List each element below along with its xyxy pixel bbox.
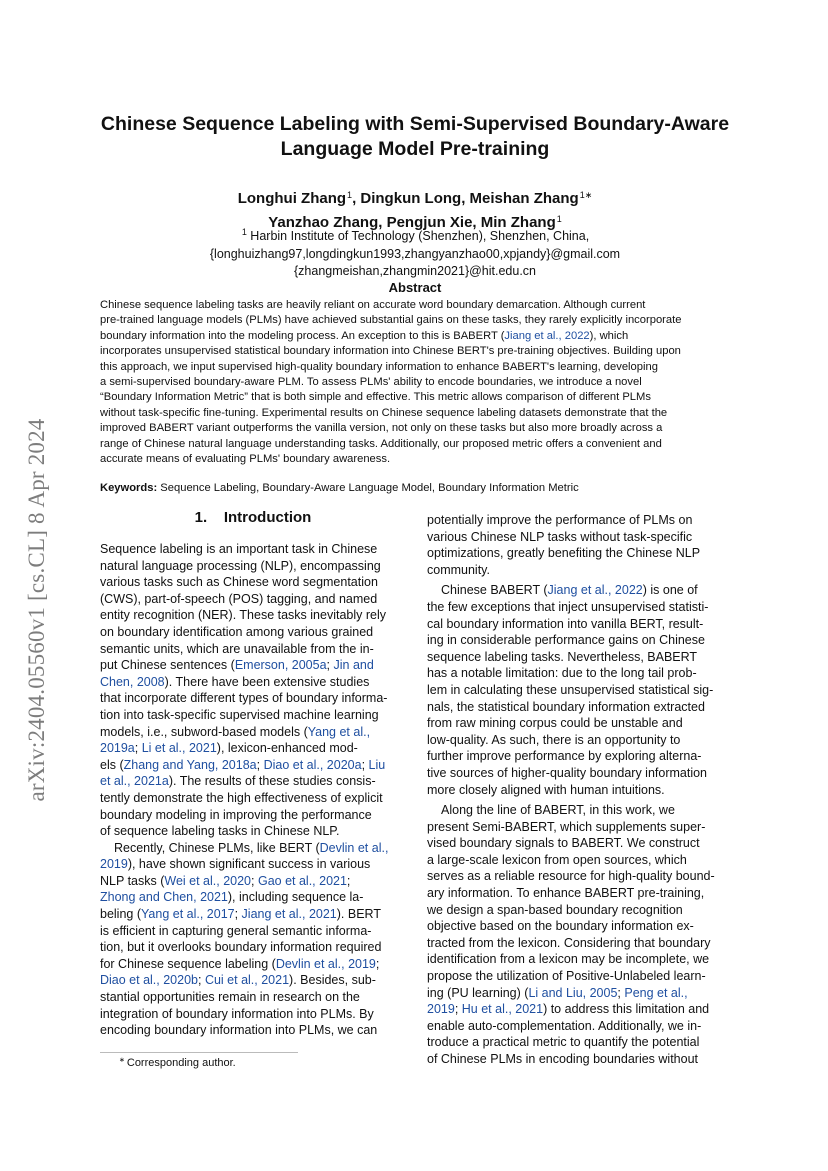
citation-link[interactable]: 2019 [100, 857, 128, 872]
text-span: beling ( [100, 907, 141, 922]
text-line [100, 724, 406, 741]
paper-title [80, 112, 750, 162]
abstract-line: “Boundary Information Metric” that is both simple and effective. This metric allows comparison of different PLMs [100, 391, 651, 404]
abstract-line: Chinese sequence labeling tasks are heavily reliant on accurate word boundary demarcation. Although current [100, 299, 646, 311]
text-line [100, 740, 406, 757]
text-line: is efficient in capturing general semantic informa- [100, 923, 372, 938]
text-span: ), have shown significant success in various [127, 857, 371, 872]
text-line: on boundary identification among various grained [100, 624, 374, 639]
text-line [427, 582, 733, 599]
text-line: various Chinese NLP tasks without task-specific [427, 529, 693, 544]
text-span: ; [134, 741, 142, 756]
text-line [100, 757, 406, 774]
text-line: serves as a reliable resource for high-quality bound- [427, 869, 715, 884]
text-span: ; [346, 873, 351, 888]
affiliation-mark: 1 [347, 190, 353, 200]
text-line: entity recognition (NER). These tasks inevitably rely [100, 608, 386, 623]
citation-link[interactable]: Jiang et al., 2021 [241, 907, 337, 922]
abstract-line: this approach, we input supervised high-quality boundary information to enhance BABERT's learning, developing [100, 360, 658, 373]
text-line [100, 889, 406, 906]
text-span: models, i.e., subword-based models ( [100, 724, 308, 739]
title-line: Language Model Pre-training [280, 138, 550, 160]
citation-link[interactable]: Zhang and Yang, 2018a [123, 757, 257, 772]
text-span: ; [454, 1002, 462, 1017]
text-line: tion into task-specific supervised machine learning [100, 707, 379, 722]
section-heading [100, 509, 406, 526]
text-line: (CWS), part-of-speech (POS) tagging, and named [100, 591, 378, 606]
footnote-text: Corresponding author. [126, 1057, 236, 1069]
text-span: ing (PU learning) ( [427, 985, 529, 1000]
text-line: potentially improve the performance of PLMs on [427, 513, 693, 527]
text-span: ). The results of these studies consis- [168, 774, 376, 789]
abstract-line: a semi-supervised boundary-aware PLM. To assess PLMs' ability to encode boundaries, we introduce a novel [100, 376, 642, 389]
abstract-heading: Abstract [388, 280, 442, 295]
text-line: has a notable limitation: due to the long tail prob- [427, 666, 697, 681]
text-span: ; [256, 757, 264, 772]
text-span: Chinese BABERT ( [441, 583, 548, 598]
text-line [100, 674, 406, 691]
text-line: vised boundary signals to BABERT. We construct [427, 836, 700, 851]
affiliation-email: {zhangmeishan,zhangmin2021}@hit.edu.cn [293, 264, 537, 278]
text-line: Sequence labeling is an important task in Chinese [100, 542, 378, 556]
text-span: els ( [100, 757, 124, 772]
citation-link[interactable]: Gao et al., 2021 [257, 873, 347, 888]
text-span: ), including sequence la- [227, 890, 364, 905]
section-title: Introduction [223, 509, 312, 526]
citation-link[interactable]: Yang et al., [307, 724, 371, 739]
citation-link[interactable]: Chen, 2008 [100, 674, 165, 689]
citation-link[interactable]: Emerson, 2005a [234, 658, 327, 673]
text-line: stantial opportunities remain in research on the [100, 990, 360, 1005]
abstract-body [100, 298, 731, 467]
author-name: Yanzhao Zhang, Pengjun Xie, Min Zhang [268, 214, 556, 231]
text-line [100, 840, 406, 857]
arxiv-side-stamp [22, 375, 52, 845]
text-line [427, 985, 733, 1002]
text-line: optimizations, greatly benefiting the Chinese NLP [427, 546, 701, 561]
text-line: sequence labeling tasks. Nevertheless, BABERT [427, 649, 698, 664]
author-line [80, 185, 750, 209]
abstract-line: without task-specific fine-tuning. Experimental results on Chinese sequence labeling datasets demonstrate that the [100, 406, 668, 419]
citation-link[interactable]: Cui et al., 2021 [204, 973, 290, 988]
right-column [427, 512, 733, 1068]
affiliation-mark: 1 [556, 214, 562, 224]
citation-link[interactable]: Jiang et al., 2022 [504, 329, 590, 342]
text-line: a large-scale lexicon from open sources, which [427, 852, 687, 867]
text-span: ; [617, 985, 625, 1000]
text-span: ) is one of [642, 583, 698, 598]
citation-link[interactable]: Zhong and Chen, 2021 [100, 890, 228, 905]
text-line: ing in considerable performance gains on Chinese [427, 633, 705, 648]
text-line: lem in calculating these unsupervised statistical sig- [427, 682, 714, 697]
text-line [100, 856, 406, 873]
citation-link[interactable]: Diao et al., 2020b [100, 973, 198, 988]
affiliation-line [80, 224, 750, 246]
text-line: tive sources of higher-quality boundary information [427, 765, 708, 780]
left-column [100, 541, 406, 1039]
text-line: natural language processing (NLP), encompassing [100, 558, 381, 573]
text-line: more closely aligned with human intuitions. [427, 782, 665, 797]
text-line [100, 956, 406, 973]
text-line: various tasks such as Chinese word segmentation [100, 575, 378, 590]
text-line: we design a span-based boundary recognition [427, 902, 683, 917]
text-line [427, 1001, 733, 1018]
citation-link[interactable]: Jiang et al., 2022 [547, 583, 643, 598]
text-span: ). BERT [336, 907, 381, 922]
text-line: tion, but it overlooks boundary information required [100, 940, 382, 955]
text-line: troduce a practical metric to quantify the potential [427, 1035, 700, 1050]
text-line: nals, the statistical boundary information extracted [427, 699, 705, 714]
text-span: Recently, Chinese PLMs, like BERT ( [114, 840, 320, 855]
text-line: semantic units, which are unavailable from the in- [100, 641, 374, 656]
text-span: ; [198, 973, 205, 988]
footnote-divider [100, 1052, 298, 1053]
text-line: integration of boundary information into PLMs. By [100, 1006, 374, 1021]
text-span: ; [326, 658, 334, 673]
text-span: NLP tasks ( [100, 873, 165, 888]
arxiv-identifier: arXiv:2404.05560v1 [cs.CL] 8 Apr 2024 [24, 418, 49, 802]
text-line [100, 906, 406, 923]
author-name: Longhui Zhang [237, 190, 347, 207]
affiliation-mark: 1 [241, 227, 247, 237]
abstract-line: pre-trained language models (PLMs) have achieved substantial gains on these tasks, they rarely explicitly incorporate [100, 314, 682, 327]
text-line: low-quality. As such, there is an opportunity to [427, 732, 681, 747]
citation-link[interactable]: Peng et al., [624, 985, 688, 1000]
keywords-text: Sequence Labeling, Boundary-Aware Language Model, Boundary Information Metric [157, 482, 579, 494]
citation-link[interactable]: Hu et al., 2021 [461, 1002, 544, 1017]
citation-link[interactable]: 2019 [427, 1002, 455, 1017]
text-span: ; [375, 956, 380, 971]
citation-link[interactable]: Devlin et al., [319, 840, 389, 855]
citation-link[interactable]: Yang et al., 2017 [141, 907, 235, 922]
text-line [100, 873, 406, 890]
text-span: for Chinese sequence labeling ( [100, 956, 276, 971]
text-line: Along the line of BABERT, in this work, we [441, 803, 675, 818]
text-span: ; [251, 873, 258, 888]
abstract-line [100, 329, 731, 344]
citation-link[interactable]: Wei et al., 2020 [164, 873, 252, 888]
text-line: tracted from the lexicon. Considering that boundary [427, 935, 711, 950]
text-line [100, 773, 406, 790]
keywords-label: Keywords: [100, 482, 158, 494]
text-line [100, 657, 406, 674]
text-span: ; [234, 907, 242, 922]
text-span: ; [361, 757, 369, 772]
abstract-line: incorporates unsupervised statistical boundary information into Chinese BERT's pre-training objectives. Building upon [100, 345, 681, 358]
text-span: ). Besides, sub- [289, 973, 376, 988]
text-line: tently demonstrate the high effectiveness of explicit [100, 790, 383, 805]
abstract-text: boundary information into the modeling process. An exception to this is BABERT ( [100, 329, 505, 342]
abstract-line: improved BABERT variant outperforms the vanilla version, not only on these tasks but also more broadly across a [100, 422, 663, 435]
citation-link[interactable]: Liu [368, 757, 386, 772]
text-line: boundary modeling in improving the performance [100, 807, 372, 822]
text-line: of Chinese PLMs in encoding boundaries without [427, 1052, 699, 1066]
section-number: 1. [194, 509, 208, 526]
footnote-mark: ∗ [119, 1057, 125, 1064]
text-line: ary information. To enhance BABERT pre-training, [427, 886, 705, 901]
affiliation-block [80, 224, 750, 281]
footnote [118, 1056, 236, 1069]
text-line: community. [427, 562, 490, 577]
text-line: from raw mining corpus could be unstable and [427, 716, 683, 731]
citation-link[interactable]: Diao et al., 2020a [263, 757, 362, 772]
text-line: encoding boundary information into PLMs, we can [100, 1023, 378, 1038]
citation-link[interactable]: Devlin et al., 2019 [275, 956, 376, 971]
citation-link[interactable]: et al., 2021a [100, 774, 169, 789]
citation-link[interactable]: Jin and [333, 658, 374, 673]
text-line: further improve performance by exploring alterna- [427, 749, 702, 764]
text-line: enable auto-complementation. Additionally, we in- [427, 1018, 702, 1033]
text-span: ), lexicon-enhanced mod- [216, 741, 358, 756]
abstract-line: accurate means of evaluating PLMs' boundary awareness. [100, 453, 391, 466]
affiliation-mark: 1∗ [579, 190, 593, 200]
text-line: the few exceptions that inject unsupervised statisti- [427, 599, 709, 614]
abstract-text: ), which [589, 329, 629, 342]
citation-link[interactable]: 2019a [100, 741, 135, 756]
text-line: cal boundary information into vanilla BERT, result- [427, 616, 704, 631]
citation-link[interactable]: Li et al., 2021 [141, 741, 217, 756]
text-line: propose the utilization of Positive-Unlabeled learn- [427, 969, 706, 984]
text-line: identification from a lexicon may be incomplete, we [427, 952, 710, 967]
text-line: present Semi-BABERT, which supplements super- [427, 819, 706, 834]
text-line: of sequence labeling tasks in Chinese NLP. [100, 824, 340, 839]
keywords-line [100, 482, 579, 494]
text-line: objective based on the boundary information ex- [427, 919, 694, 934]
text-span: ). There have been extensive studies [164, 674, 370, 689]
text-line [100, 972, 406, 989]
affiliation-email: {longhuizhang97,longdingkun1993,zhangyanzhao00,xpjandy}@gmail.com [209, 246, 621, 261]
title-line: Chinese Sequence Labeling with Semi-Supervised Boundary-Aware [100, 113, 730, 135]
abstract-line: range of Chinese natural language understanding tasks. Additionally, our proposed metric offers a convenient and [100, 437, 662, 450]
citation-link[interactable]: Li and Liu, 2005 [528, 985, 618, 1000]
affiliation-text: Harbin Institute of Technology (Shenzhen), Shenzhen, China, [246, 229, 590, 243]
text-span: put Chinese sentences ( [100, 658, 235, 673]
text-line: that incorporate different types of boundary informa- [100, 691, 388, 706]
author-name: , Dingkun Long, Meishan Zhang [352, 190, 579, 207]
text-span: ) to address this limitation and [543, 1002, 710, 1017]
